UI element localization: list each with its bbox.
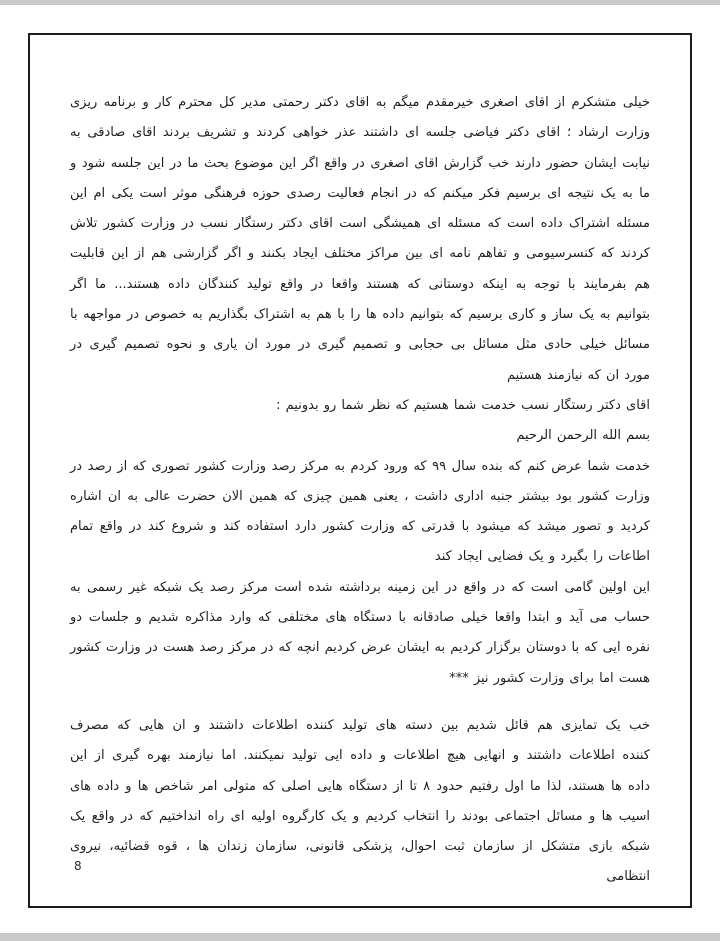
text-line: اقای دکتر رستگار نسب خدمت شما هستیم که نظر شما رو بدونیم :	[276, 397, 650, 413]
text-line: وزارت کشور بود بیشتر جنبه اداری داشت ، یعنی همین چیزی که همین الان حضرت عالی به ان اشاره	[70, 488, 650, 504]
text-line: مسائل خیلی حادی مثل مسائل بی حجابی و تصمیم گیری در مورد ان یاری و نحوه تصمیم گیری در	[70, 337, 650, 353]
text-line: اطاعات را بگیرد و یک فضایی ایجاد کند	[434, 549, 650, 565]
viewer-gutter-bottom	[0, 933, 720, 941]
text-line: نفره ایی که با دوستان برگزار کردیم به ایشان عرض کردیم انچه که در مرکز رصد هست در وزارت کشور	[70, 640, 650, 656]
text-line: خیلی متشکرم از اقای اصغری خیرمقدم میگم به اقای دکتر رحمتی مدیر کل محترم کار و برنامه ریزی	[70, 95, 650, 110]
text-line: شبکه بازی متشکل از سازمان ثبت احوال، پزشکی قانونی، سازمان زندان ها ، قوه قضائیه، نیروی انتظامی	[70, 839, 650, 885]
text-line: ما به یک نتیجه ای برسیم فکر میکنم که در انجام فعالیت رصدی حوزه فرهنگی موثر است یکی ام این	[70, 185, 650, 201]
text-line: نیابت ایشان حضور دارند خب گزارش اقای اصغری در واقع اگر این موضوع بحث ما در این جلسه شود و	[70, 155, 650, 171]
text-line: مسئله اشتراک داده است که مسئله ای همیشگی است اقای دکتر رستگار نسب در وزارت کشور تلاش	[70, 216, 650, 232]
text-line: وزارت ارشاد ؛ اقای دکتر فیاضی جلسه ای داشتند عذر خواهی کردند و تشریف بردند اقای صادقی به	[70, 125, 650, 141]
text-line: مورد ان که نیازمند هستیم	[506, 367, 650, 383]
text-line: اسیب ها و مسائل اجتماعی بودند را انتخاب کردیم و یک کارگروه اولیه ای راه انداختیم که در واقع یک	[70, 808, 650, 824]
text-line: این اولین گامی است که در واقع در این زمینه برداشته شده است مرکز رصد یک شبکه غیر رسمی به	[70, 579, 650, 595]
viewer-gutter-top	[0, 0, 720, 5]
page-number: 8	[74, 859, 82, 873]
text-body	[30, 35, 690, 893]
text-line: خب یک تمایزی هم قائل شدیم بین دسته های تولید کننده اطلاعات داشتند و ان هایی که مصرف	[70, 717, 650, 733]
document-page	[28, 33, 692, 908]
text-line: داده ها هستند، لذا ما اول رفتیم حدود ۸ تا از دستگاه هایی اصلی که متولی امر شاخص ها و داده های	[70, 778, 650, 794]
text-line: هست اما برای وزارت کشور نیز ***	[449, 670, 650, 686]
text-line: کردند که کنسرسیومی و تفاهم نامه ای بین مراکز مختلف ایجاد بکنند و اگر گزارشی هم از این قابلیت	[70, 246, 650, 262]
text-line: بتوانیم به یک ساز و کاری برسیم که بتوانیم داده ها را با هم به اشتراک بگذاریم به خصوص در مواجهه با	[70, 307, 650, 323]
text-line: حساب می آید و ابتدا واقعا خیلی صادقانه با دستگاه های مختلفی که وارد مذاکره شدیم و جلسات دو	[70, 610, 650, 626]
text-line: بسم الله الرحمن الرحیم	[516, 428, 650, 444]
text-line: هم بفرمایند با توجه به اینکه دوستانی که هستند واقعا در واقع تولید کنندگان داده هستند... ما اگر	[70, 276, 650, 292]
text-line: کردید و تصور میشد که میشود با قدرتی که وزارت کشور دارد استفاده کند و شروع کند در واقع تمام	[70, 519, 650, 535]
text-line: کننده اطلاعات داشتند و انهایی هیچ اطلاعات و داده ایی تولید نمیکنند. اما نیازمند بهره گیری از این	[70, 748, 650, 764]
text-line: خدمت شما عرض کنم که بنده سال ۹۹ که ورود کردم به مرکز رصد وزارت کشور تصوری که از رصد در	[70, 458, 650, 474]
